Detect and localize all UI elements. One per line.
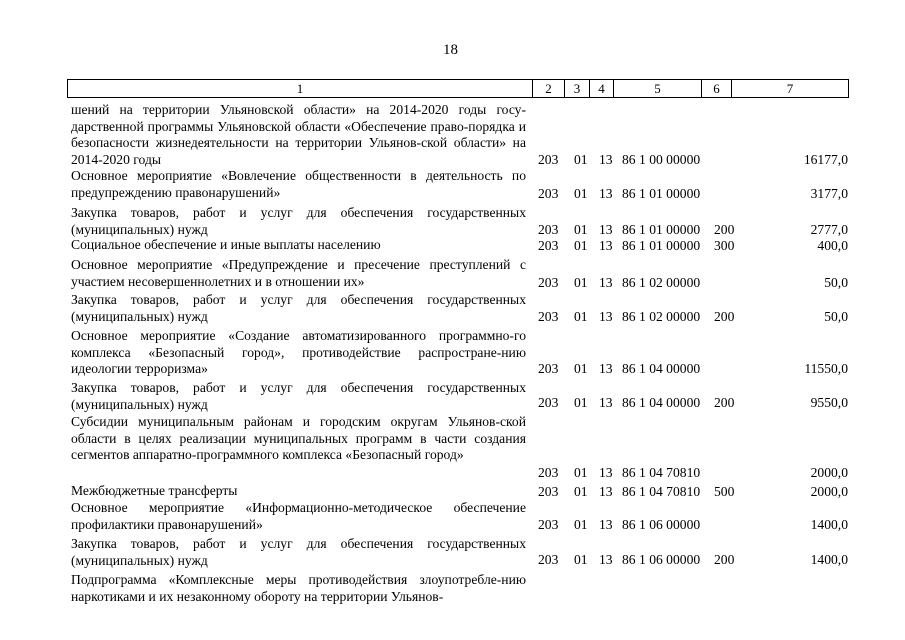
cell-vr: 200 <box>714 552 735 567</box>
row-name: Закупка товаров, работ и услуг для обеспечения государственных (муниципальных) нужд <box>71 536 526 568</box>
cell-vr: 200 <box>714 309 735 324</box>
row-codes <box>0 221 905 238</box>
row-codes <box>0 360 905 377</box>
row-name: Закупка товаров, работ и услуг для обеспечения государственных (муниципальных) нужд <box>71 205 526 237</box>
cell-sum: 2000,0 <box>810 465 848 480</box>
cell-csr: 86 1 04 00000 <box>622 395 701 410</box>
row-codes <box>0 308 905 325</box>
cell-grbs: 203 <box>538 484 559 499</box>
cell-csr: 86 1 04 70810 <box>622 484 701 499</box>
cell-csr: 86 1 02 00000 <box>622 275 701 290</box>
cell-grbs: 203 <box>538 152 559 167</box>
cell-vr: 300 <box>714 238 735 253</box>
cell-rz: 01 <box>574 186 588 201</box>
cell-sum: 2777,0 <box>810 222 848 237</box>
cell-sum: 3177,0 <box>810 186 848 201</box>
row-codes <box>0 151 905 168</box>
cell-vr: 500 <box>714 484 735 499</box>
cell-rz: 01 <box>574 238 588 253</box>
table-header <box>67 79 849 98</box>
header-col-7: 7 <box>786 81 794 96</box>
cell-rz: 01 <box>574 484 588 499</box>
cell-pr: 13 <box>599 484 613 499</box>
row-codes <box>0 483 905 500</box>
cell-sum: 11550,0 <box>804 361 848 376</box>
row-name: Подпрограмма «Комплексные меры противодействия злоупотребле-нию наркотиками и их незаконному обороту на территории Ульянов- <box>71 572 526 604</box>
header-col-2: 2 <box>533 80 565 97</box>
cell-pr: 13 <box>599 361 613 376</box>
cell-vr: 200 <box>714 222 735 237</box>
row-name: Межбюджетные трансферты <box>71 483 238 498</box>
cell-grbs: 203 <box>538 395 559 410</box>
cell-rz: 01 <box>574 395 588 410</box>
cell-grbs: 203 <box>538 309 559 324</box>
cell-csr: 86 1 01 00000 <box>622 222 701 237</box>
row-name: Основное мероприятие «Предупреждение и пресечение преступлений с участием несовершеннолетних и в отношении их» <box>71 257 526 289</box>
cell-rz: 01 <box>574 222 588 237</box>
row-name: Основное мероприятие «Создание автоматизированного программно-го комплекса «Безопасный город», противодействие распростране-нию идеологии терроризма» <box>71 328 526 376</box>
cell-csr: 86 1 02 00000 <box>622 309 701 324</box>
cell-sum: 9550,0 <box>810 395 848 410</box>
cell-pr: 13 <box>599 186 613 201</box>
header-col-5: 5 <box>614 80 702 97</box>
row-name: Субсидии муниципальным районам и городским округам Ульянов-ской области в целях реализации муниципальных программ в части создания сегментов аппаратно-программного комплекса «Безопасный город» <box>71 414 526 462</box>
cell-csr: 86 1 01 00000 <box>622 186 701 201</box>
cell-csr: 86 1 00 00000 <box>622 152 701 167</box>
cell-rz: 01 <box>574 275 588 290</box>
cell-sum: 50,0 <box>824 275 848 290</box>
row-name: Социальное обеспечение и иные выплаты населению <box>71 237 381 252</box>
cell-vr: 200 <box>714 395 735 410</box>
cell-rz: 01 <box>574 309 588 324</box>
cell-pr: 13 <box>599 238 613 253</box>
cell-pr: 13 <box>599 152 613 167</box>
cell-csr: 86 1 01 00000 <box>622 238 701 253</box>
row-name: Основное мероприятие «Вовлечение общественности в деятельность по предупреждению правонарушений» <box>71 168 526 200</box>
row-name: Закупка товаров, работ и услуг для обеспечения государственных (муниципальных) нужд <box>71 292 526 324</box>
header-col-1: 1 <box>68 80 533 97</box>
cell-rz: 01 <box>574 465 588 480</box>
cell-pr: 13 <box>599 222 613 237</box>
row-name: Закупка товаров, работ и услуг для обеспечения государственных (муниципальных) нужд <box>71 380 526 412</box>
cell-grbs: 203 <box>538 552 559 567</box>
cell-grbs: 203 <box>538 361 559 376</box>
header-col-4: 4 <box>590 80 614 97</box>
cell-grbs: 203 <box>538 186 559 201</box>
cell-csr: 86 1 06 00000 <box>622 517 701 532</box>
cell-grbs: 203 <box>538 465 559 480</box>
cell-sum: 1400,0 <box>810 552 848 567</box>
row-codes <box>0 274 905 291</box>
row-name: шений на территории Ульяновской области» на 2014-2020 годы госу-дарственной программы Ульяновской области «Обеспечение право-порядка и безопасности жизнедеятельности на территории Ульянов-ской области» на 2014-2020 годы <box>71 102 526 167</box>
cell-grbs: 203 <box>538 222 559 237</box>
cell-rz: 01 <box>574 152 588 167</box>
cell-sum: 2000,0 <box>810 484 848 499</box>
cell-pr: 13 <box>599 395 613 410</box>
page-number: 18 <box>443 42 458 58</box>
cell-pr: 13 <box>599 517 613 532</box>
row-codes <box>0 237 905 254</box>
cell-rz: 01 <box>574 361 588 376</box>
cell-sum: 400,0 <box>817 238 848 253</box>
cell-sum: 1400,0 <box>810 517 848 532</box>
cell-pr: 13 <box>599 465 613 480</box>
cell-pr: 13 <box>599 309 613 324</box>
cell-rz: 01 <box>574 552 588 567</box>
row-codes <box>0 551 905 568</box>
cell-csr: 86 1 04 00000 <box>622 361 701 376</box>
cell-pr: 13 <box>599 275 613 290</box>
header-col-6: 6 <box>702 80 732 97</box>
row-codes <box>0 185 905 202</box>
row-name: Основное мероприятие «Информационно-методическое обеспечение профилактики правонарушений» <box>71 500 526 532</box>
cell-sum: 50,0 <box>824 309 848 324</box>
header-col-3: 3 <box>565 80 590 97</box>
cell-pr: 13 <box>599 552 613 567</box>
cell-csr: 86 1 04 70810 <box>622 465 701 480</box>
row-codes <box>0 394 905 411</box>
cell-csr: 86 1 06 00000 <box>622 552 701 567</box>
cell-grbs: 203 <box>538 275 559 290</box>
row-codes <box>0 464 905 481</box>
cell-grbs: 203 <box>538 238 559 253</box>
cell-rz: 01 <box>574 517 588 532</box>
cell-grbs: 203 <box>538 517 559 532</box>
row-codes <box>0 516 905 533</box>
cell-sum: 16177,0 <box>803 152 848 167</box>
